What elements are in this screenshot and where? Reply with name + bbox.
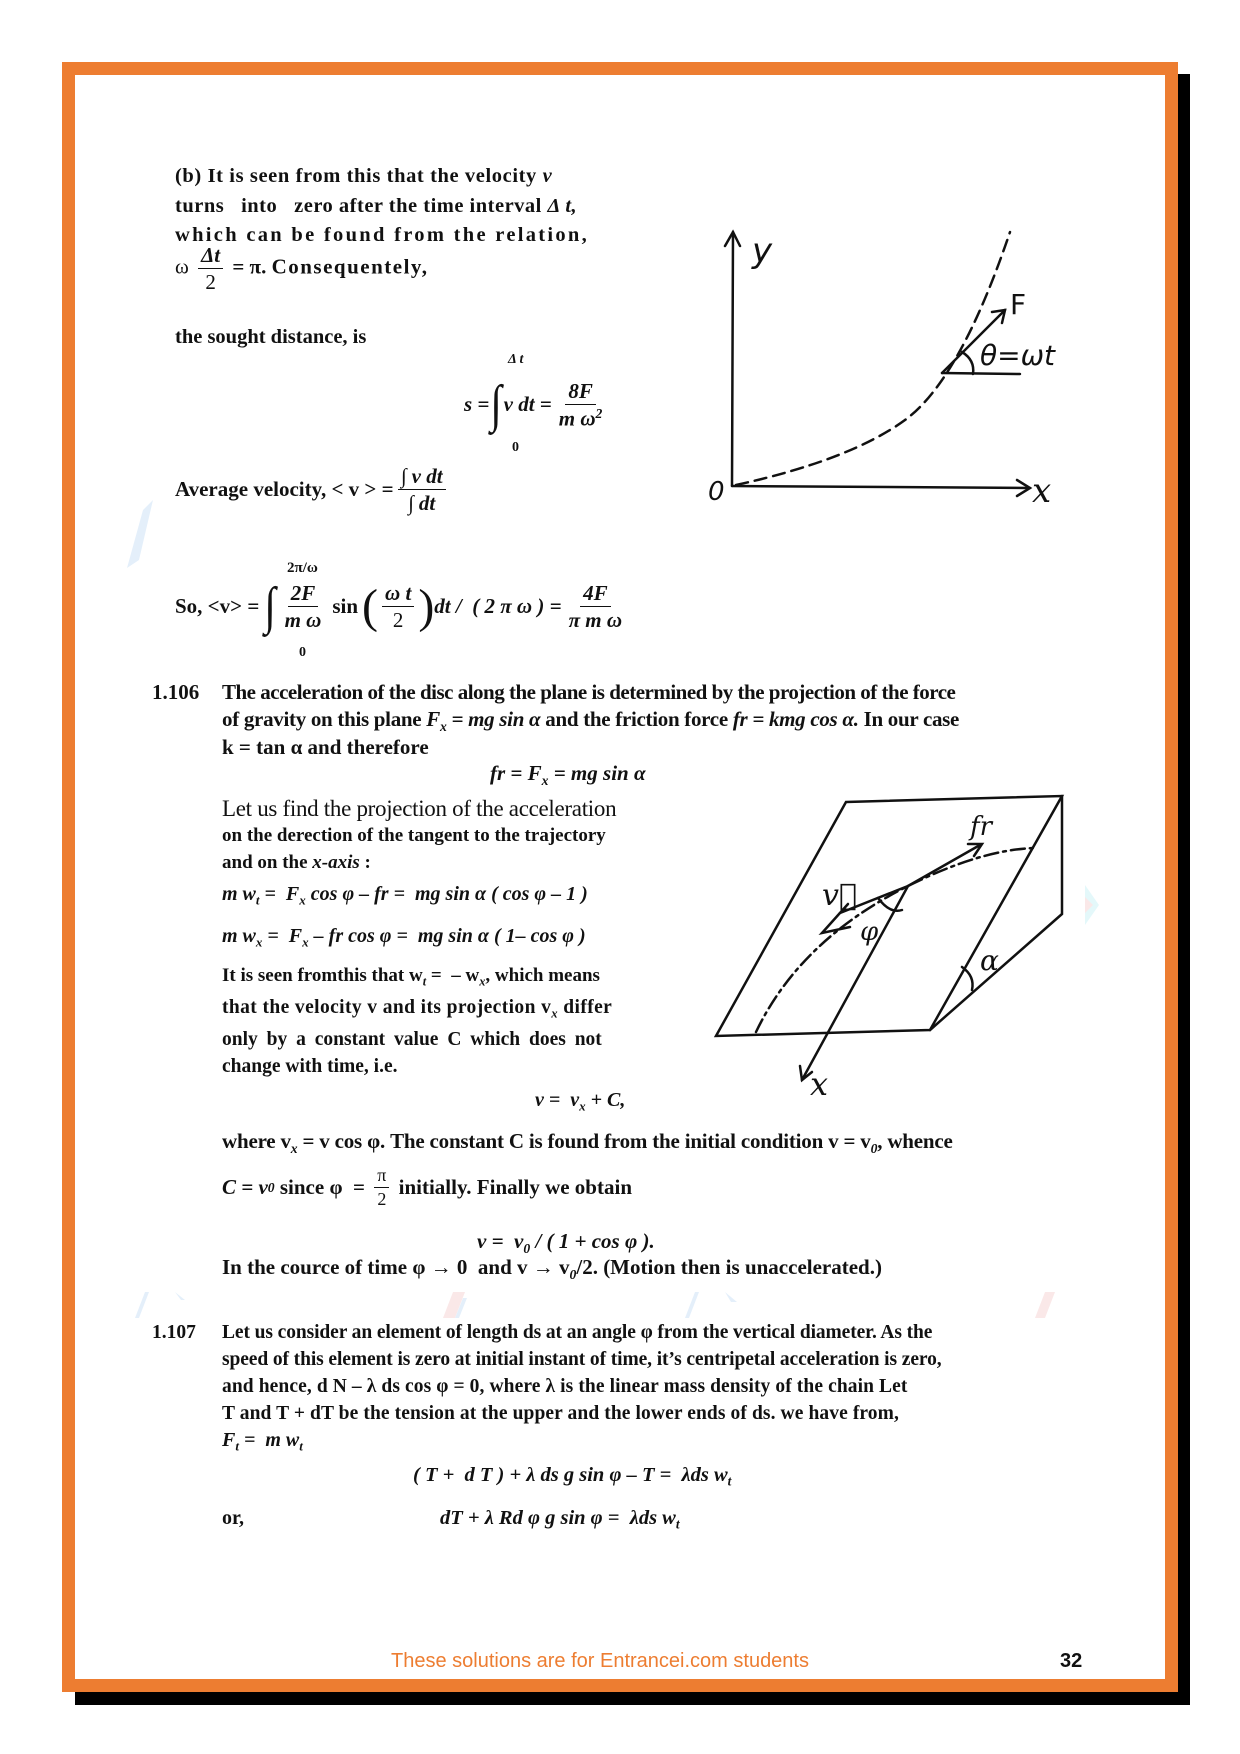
sub: x [541,772,549,788]
text: since φ = [274,1174,371,1199]
avg-label: Average velocity, < v > = [175,477,394,502]
x-axis-text: x-axis [312,852,360,873]
sub: x [290,1140,298,1156]
inclined-plane-diagram [690,780,1090,1100]
rhs: / ( 1 + cos φ ). [530,1229,655,1253]
sub: t [255,892,260,908]
tension-equation-1 [413,1465,731,1488]
omega-relation [175,244,429,293]
denominator: 2 [205,270,216,295]
sub: t [675,1516,680,1532]
phi-label: φ [860,917,879,947]
friction-arrow [908,845,980,886]
denominator: m ω [558,406,596,431]
fraction [198,244,223,293]
force-label: F [1010,288,1027,321]
p106-para-5 [222,998,612,1020]
paren-open: ( [362,579,379,633]
so-label: So, <v> = [175,594,260,619]
rhs: = F [262,925,303,947]
paren-close: ) [418,579,435,633]
y-axis [732,232,733,486]
x-axis [732,486,1030,488]
upper-limit: Δ t [508,352,524,367]
p107-line-3: and hence, d N – λ ds cos φ = 0, where λ is the linear mass density of the chain Let [222,1376,908,1397]
trajectory [756,848,1034,1032]
numerator: 4F [580,582,611,607]
text: and on the [222,852,313,873]
angle-label: θ=ωt [980,339,1056,372]
integrand: v dt = [503,392,552,417]
sub: x [255,934,263,950]
text: where v [222,1129,291,1153]
watermark-fragment [125,500,155,570]
denominator: m ω [284,608,322,633]
text: F [222,1429,236,1451]
p106-where-line [222,1131,953,1155]
omega: ω [175,254,189,279]
var-delta-t: Δ t, [547,195,578,217]
eq: dT + λ Rd φ g sin φ = λds w [440,1507,676,1529]
trajectory-diagram [680,220,1080,510]
so-average-velocity-equation [175,560,735,670]
lhs: m w [222,883,256,905]
text: /2. (Motion then is unaccelerated.) [576,1255,882,1279]
sub: t [235,1438,239,1454]
denominator: 2 [377,1188,387,1209]
fraction [374,1166,389,1209]
friction-label: fr [970,812,993,842]
part-b-line-1 [175,166,552,187]
p106-para-4 [222,966,600,988]
fraction [282,582,325,631]
velocity-constant-equation [535,1090,625,1113]
x-label: x [810,1065,829,1100]
velocity-label: v⃗ [822,878,857,913]
part-b-line-2 [175,196,577,217]
sub: x [302,934,309,950]
rhs: cos φ – fr = mg sin α ( cos φ – 1 ) [305,883,588,905]
lhs: v = v [535,1089,580,1111]
denominator: ∫ dt [407,491,436,516]
text: = – w [426,965,480,986]
sub: x [299,892,306,908]
text: = v cos φ. The constant C is found from the initial condition v = v [297,1129,871,1153]
numerator: ∫ v dt [398,465,446,490]
p107-line-4: T and T + dT be the tension at the upper and the lower ends of ds. we have from, [222,1403,899,1424]
text: , which means [485,965,600,986]
text: initially. Finally we obtain [393,1174,632,1199]
sub: t [299,1438,303,1454]
tangential-acceleration-equation [222,884,588,907]
text: and the friction force [545,707,728,731]
or-label: or, [222,1507,245,1529]
lhs: m w [222,925,256,947]
sub: x [440,718,447,734]
text: : [359,852,371,873]
text: turns into zero after the time interval [175,195,542,217]
gravity-component: = mg sin α [451,707,541,731]
p106-para-7: change with time, i.e. [222,1056,398,1077]
text: In the cource of time φ → 0 and v → v [222,1255,570,1279]
s-equals: s = [464,392,490,417]
x-acceleration-equation [222,926,586,949]
sin: sin [332,594,359,619]
friction-expression: fr = kmg cos α. [732,707,859,731]
rhs: + C, [585,1089,626,1111]
fraction [382,582,414,631]
x-axis [802,886,908,1080]
rhs: = F [259,883,300,905]
p107-line-5 [222,1430,303,1453]
fx: F [426,707,440,731]
eq-rest: = mg sin α [548,761,646,785]
origin-label: 0 [708,477,725,507]
footer-note: These solutions are for Entrancei.com students [391,1650,809,1672]
p106-course-line [222,1257,882,1281]
lower-limit: 0 [512,440,519,455]
p106-para-6: only by a constant value C which does not [222,1029,602,1050]
watermark-fragment [125,1290,1125,1320]
page-number: 32 [1060,1650,1083,1672]
p106-c-line [222,1166,632,1209]
problem-number-1-107: 1.107 [152,1322,196,1343]
alpha-label: α [980,944,999,977]
sub: x [579,1098,586,1114]
text: C = v [222,1174,268,1199]
friction-equation [490,763,646,787]
lower-limit: 0 [299,645,306,660]
distance-equation [464,352,684,462]
fraction [398,465,446,514]
p107-line-2: speed of this element is zero at initial instant of time, it’s centripetal acceleration is zero, [222,1349,942,1370]
fraction [556,380,606,430]
text: differ [557,997,613,1018]
sub: 0 [523,1240,531,1256]
text: , whence [877,1129,953,1153]
problem-number-1-106: 1.106 [152,680,200,704]
sub: 0 [569,1266,577,1282]
integral-sign: ∫ [490,376,503,433]
sub: 0 [870,1140,878,1156]
p106-para-1: Let us find the projection of the acceleration [222,796,617,821]
lhs: v = v [477,1229,524,1253]
tension-equation-2 [440,1508,680,1531]
sub: t [727,1473,732,1489]
fraction [566,582,625,631]
p106-line-3: k = tan α and therefore [222,735,429,759]
numerator: π [374,1166,389,1188]
part-b-line-5: the sought distance, is [175,326,367,348]
sub: x [479,974,486,989]
exponent: 2 [595,406,603,422]
p106-para-3 [222,853,371,872]
y-axis-label: y [752,231,773,271]
sub: x [551,1006,558,1021]
integral-sign: ∫ [264,577,277,635]
page-shadow-right [1178,74,1190,1705]
text: In our case [863,707,960,731]
final-velocity-equation [477,1231,655,1255]
denominator: π m ω [568,608,623,633]
page-shadow-bottom [75,1692,1190,1705]
text: = m w [238,1429,300,1451]
p107-line-1: Let us consider an element of length ds at an angle φ from the vertical diameter. As the [222,1322,933,1343]
text: (b) It is seen from this that the velocity [175,165,537,187]
average-velocity-equation [175,465,450,514]
p106-line-1: The acceleration of the disc along the plane is determined by the projection of the force [222,680,956,704]
middle: dt / ( 2 π ω ) = [434,594,562,619]
numerator: ω t [382,582,414,607]
text: It is seen fromthis that w [222,965,423,986]
eq: ( T + d T ) + λ ds g sin φ – T = λds w [413,1464,728,1486]
x-axis-label: x [1032,471,1052,510]
p106-line-2 [222,709,959,733]
equals-pi: = π. [232,254,267,279]
upper-limit: 2π/ω [287,560,318,576]
consequently: Consequentely, [271,254,429,279]
var-v: v [542,165,553,187]
rhs: – fr cos φ = mg sin α ( 1– cos φ ) [308,925,586,947]
text: that the velocity v and its projection v [222,997,552,1018]
sub: t [422,974,427,989]
sub: 0 [267,1179,275,1195]
plane-outline [716,796,1062,1036]
eq: fr = F [490,761,542,785]
numerator: Δt [198,244,223,269]
denominator: 2 [392,608,404,633]
text: of gravity on this plane [222,707,422,731]
part-b-line-3: which can be found from the relation, [175,224,590,246]
numerator: 8F [565,380,596,405]
numerator: 2F [288,582,319,607]
p106-para-2: on the derection of the tangent to the trajectory [222,825,606,846]
